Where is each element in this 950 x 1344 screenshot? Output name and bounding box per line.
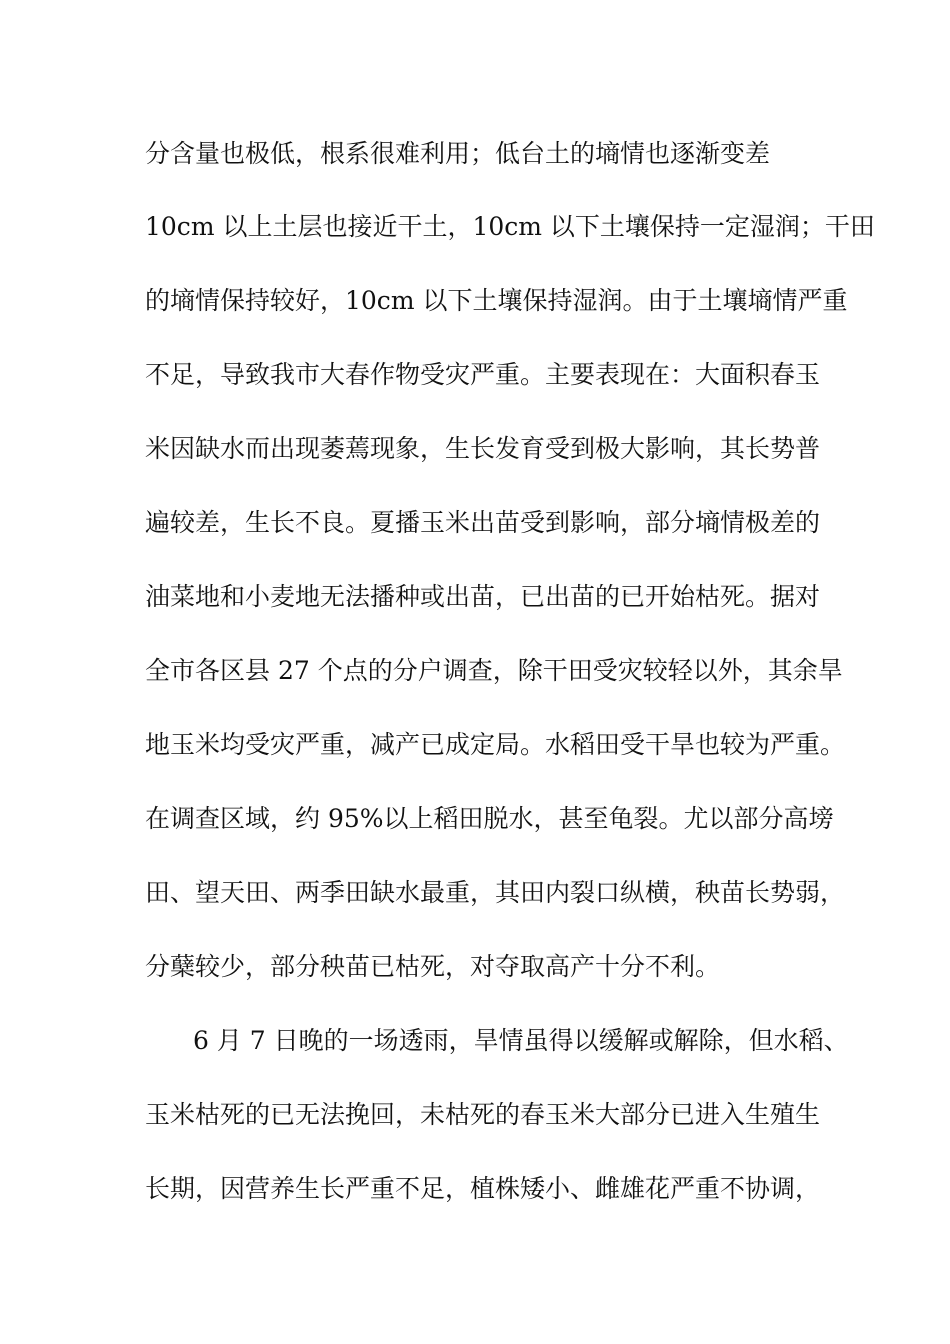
- text-line: 米因缺水而出现萎蔫现象，生长发育受到极大影响，其长势普: [145, 434, 821, 463]
- text-line: 田、望天田、两季田缺水最重，其田内裂口纵横，秧苗长势弱，: [145, 878, 846, 907]
- text-line: 长期，因营养生长严重不足，植株矮小、雌雄花严重不协调，: [145, 1174, 821, 1203]
- text-line: 分蘖较少，部分秧苗已枯死，对夺取高产十分不利。: [145, 952, 721, 981]
- text-line: 油菜地和小麦地无法播种或出苗，已出苗的已开始枯死。据对: [145, 582, 821, 611]
- paragraph-first-line: 6 月 7 日晚的一场透雨，旱情虽得以缓解或解除，但水稻、: [193, 1026, 849, 1055]
- text-line: 分含量也极低，根系很难利用；低台土的墒情也逐渐变差: [145, 139, 771, 168]
- text-line: 不足，导致我市大春作物受灾严重。主要表现在：大面积春玉: [145, 360, 821, 389]
- text-line: 的墒情保持较好，10cm 以下土壤保持湿润。由于土壤墒情严重: [145, 286, 848, 315]
- text-line: 地玉米均受灾严重，减产已成定局。水稻田受干旱也较为严重。: [145, 730, 846, 759]
- text-line: 玉米枯死的已无法挽回，未枯死的春玉米大部分已进入生殖生: [145, 1100, 821, 1129]
- text-line: 遍较差，生长不良。夏播玉米出苗受到影响，部分墒情极差的: [145, 508, 821, 537]
- text-line: 在调查区域，约 95%以上稻田脱水，甚至龟裂。尤以部分高塝: [145, 804, 834, 833]
- text-line: 全市各区县 27 个点的分户调查，除干田受灾较轻以外，其余旱: [145, 656, 843, 685]
- text-line: 10cm 以上土层也接近干土，10cm 以下土壤保持一定湿润；干田: [145, 212, 875, 241]
